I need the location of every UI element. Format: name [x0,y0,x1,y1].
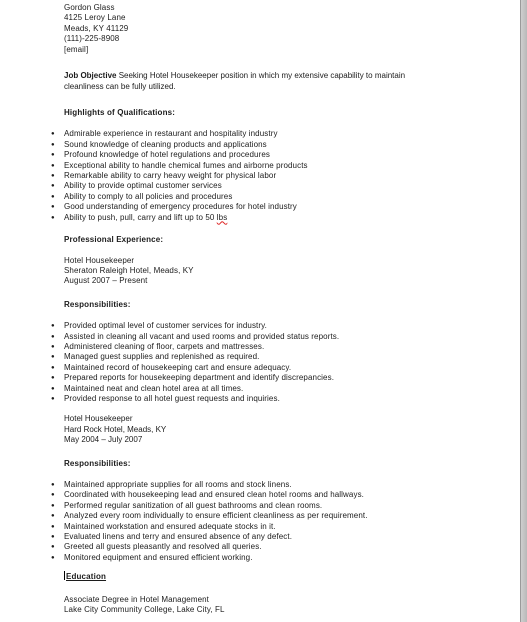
responsibility-text: Administered cleaning of floor, carpets and mattresses. [64,341,265,351]
contact-city: Meads, KY 41129 [64,23,129,33]
bullet-icon: ● [51,152,55,159]
responsibility-text: Monitored equipment and ensured efficient working. [64,552,253,562]
bullet-icon: ● [51,513,55,520]
list-item [51,500,424,511]
job-objective [64,71,424,92]
list-item [51,532,424,542]
qualifications-heading: Highlights of Qualifications: [64,108,176,118]
bullet-icon: ● [51,502,55,509]
responsibility-text: Assisted in cleaning all vacant and used rooms and provided status reports. [64,331,340,341]
list-item [51,202,424,212]
bullet-icon: ● [51,323,55,330]
resume-document [51,3,424,615]
bullet-icon: ● [51,333,55,340]
list-item [51,542,424,552]
objective-text: Seeking Hotel Housekeeper position in which my extensive capability to maintain cleanliness can be fully utilized. [64,71,406,91]
responsibility-text: Analyzed every room individually to ensure efficient cleanliness as per requirement. [64,511,368,521]
education-school: Lake City Community College, Lake City, FL [64,605,225,615]
contact-email: [email] [64,44,89,54]
bullet-icon: ● [51,375,55,382]
responsibility-text: Greeted all guests pleasantly and resolved all queries. [64,542,262,552]
contact-street: 4125 Leroy Lane [64,13,126,23]
job-title: Hotel Housekeeper [64,414,133,424]
list-item [51,490,424,500]
bullet-icon: ● [51,544,55,551]
bullet-icon: ● [51,554,55,561]
job-title: Hotel Housekeeper [64,255,135,265]
qualification-text: Profound knowledge of hotel regulations and procedures [64,150,270,160]
bullet-icon: ● [51,482,55,488]
responsibility-text: Coordinated with housekeeping lead and ensured clean hotel rooms and hallways. [64,490,364,500]
list-item [51,160,424,171]
qualification-text: Ability to provide optimal customer services [64,181,222,191]
qualifications-list [51,129,424,223]
bullet-icon: ● [51,131,55,138]
bullet-icon: ● [51,385,55,392]
responsibility-text: Performed regular sanitization of all guest bathrooms and clean rooms. [64,500,323,510]
responsibility-text: Maintained record of housekeeping cart and ensure adequacy. [64,362,292,372]
job-dates: August 2007 – Present [64,276,148,286]
qualification-text: Ability to comply to all policies and procedures [64,191,233,201]
list-item [51,321,424,331]
objective-label: Job Objective [64,71,117,81]
bullet-icon: ● [51,173,55,180]
list-item [51,480,424,490]
list-item [51,383,424,394]
bullet-icon: ● [51,193,55,200]
bullet-icon: ● [51,141,55,148]
responsibility-text: Provided response to all hotel guest requests and inquiries. [64,393,280,403]
education-heading [64,571,424,582]
list-item [51,511,424,521]
list-item [51,212,424,223]
education-degree: Associate Degree in Hotel Management [64,594,210,604]
responsibility-text: Managed guest supplies and replenished as required. [64,352,260,362]
list-item [51,362,424,373]
qualification-text: Sound knowledge of cleaning products and applications [64,139,267,149]
responsibilities-list [51,480,424,563]
bullet-icon: ● [51,534,55,541]
list-item [51,171,424,181]
list-item [51,352,424,362]
job-employer: Hard Rock Hotel, Meads, KY [64,424,167,434]
list-item [51,139,424,150]
list-item [51,552,424,563]
responsibility-text: Prepared reports for housekeeping department and identify discrepancies. [64,373,335,383]
list-item [51,150,424,160]
list-item [51,191,424,202]
job-entry-sheraton [64,256,424,287]
qualification-text: Exceptional ability to handle chemical fumes and airborne products [64,160,308,170]
page-scroll-edge [521,0,527,622]
experience-heading: Professional Experience: [64,235,164,245]
qualification-text: Admirable experience in restaurant and hospitality industry [64,129,278,139]
responsibility-text: Maintained neat and clean hotel area at all times. [64,383,244,393]
qualification-text: Good understanding of emergency procedures for hotel industry [64,202,297,212]
text-cursor [64,571,65,580]
qualification-text: Remarkable ability to carry heavy weight for physical labor [64,171,277,181]
responsibility-text: Maintained workstation and ensured adequate stocks in it. [64,521,276,531]
responsibilities-heading: Responsibilities: [64,458,131,468]
bullet-icon: ● [51,162,55,169]
job-employer: Sheraton Raleigh Hotel, Meads, KY [64,265,194,275]
bullet-icon: ● [51,343,55,350]
list-item [51,341,424,352]
bullet-icon: ● [51,523,55,530]
job-dates: May 2004 – July 2007 [64,435,143,445]
education-heading-text: Education [66,572,107,582]
responsibilities-heading: Responsibilities: [64,299,131,309]
contact-block [64,3,424,55]
qualification-text: Ability to push, pull, carry and lift up to 50 [64,212,217,222]
responsibilities-list [51,321,424,404]
list-item [51,521,424,532]
education-entry [64,595,424,616]
bullet-icon: ● [51,214,55,221]
contact-name: Gordon Glass [64,3,115,12]
list-item [51,373,424,383]
bullet-icon: ● [51,183,55,190]
job-entry-hard-rock [64,414,424,445]
spellcheck-flagged-word[interactable]: lbs [216,212,228,222]
list-item [51,181,424,191]
bullet-icon: ● [51,395,55,402]
bullet-icon: ● [51,492,55,499]
bullet-icon: ● [51,204,55,211]
bullet-icon: ● [51,354,55,361]
list-item [51,129,424,139]
list-item [51,331,424,342]
list-item [51,393,424,404]
contact-phone: (111)-225-8908 [64,34,120,44]
responsibility-text: Maintained appropriate supplies for all rooms and stock linens. [64,480,292,489]
responsibility-text: Evaluated linens and terry and ensured absence of any defect. [64,532,293,542]
responsibility-text: Provided optimal level of customer services for industry. [64,321,267,331]
bullet-icon: ● [51,364,55,371]
